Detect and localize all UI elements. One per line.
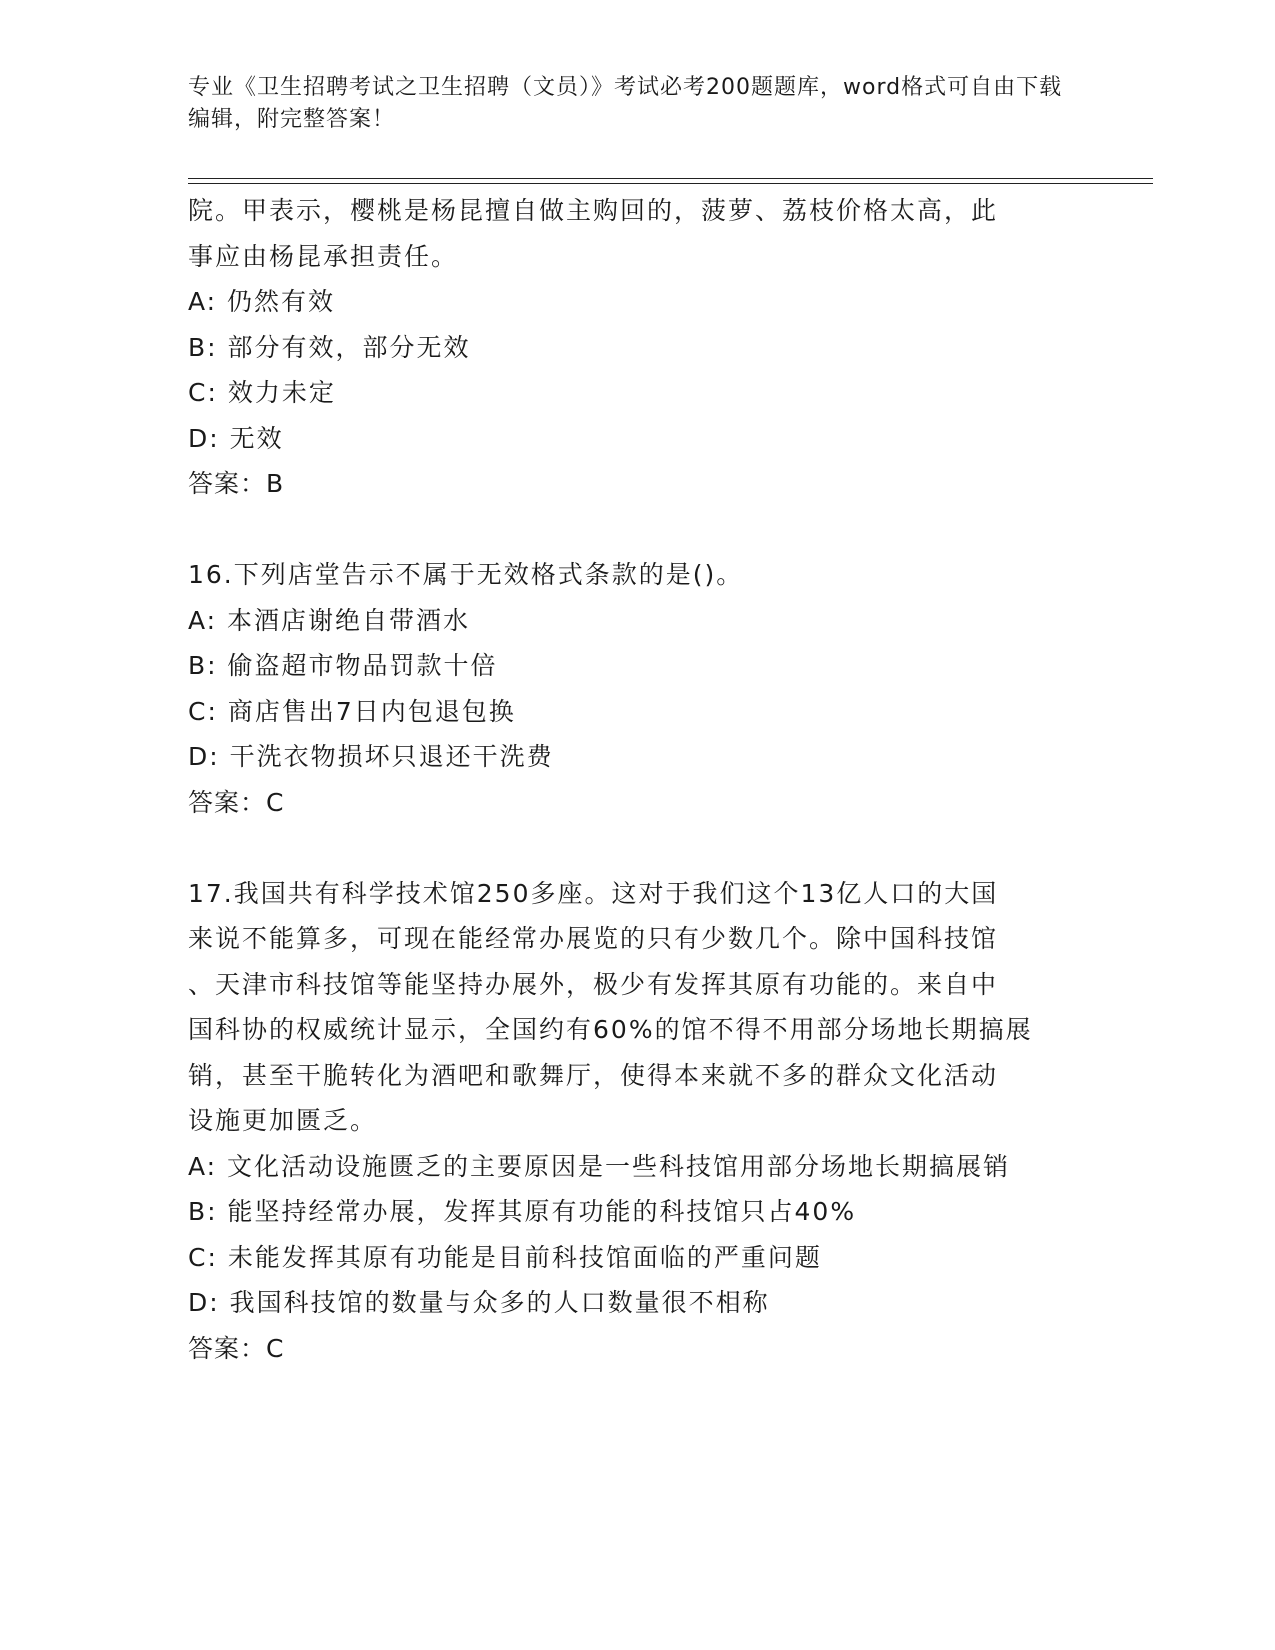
- option-c: C: 未能发挥其原有功能是目前科技馆面临的严重问题: [188, 1242, 822, 1272]
- option-b: B: 偷盗超市物品罚款十倍: [188, 651, 498, 680]
- option-c: C: 商店售出7日内包退包换: [188, 696, 516, 726]
- question-stem-line: 院。甲表示，樱桃是杨昆擅自做主购回的，菠萝、荔枝价格太高，此: [188, 196, 999, 225]
- header-rule-bottom: [188, 183, 1153, 184]
- question-stem-line: 来说不能算多，可现在能经常办展览的只有少数几个。除中国科技馆: [188, 924, 999, 953]
- question-stem-line: 销，甚至干脆转化为酒吧和歌舞厅，使得本来就不多的群众文化活动: [188, 1060, 999, 1090]
- option-a: A: 本酒店谢绝自带酒水: [188, 605, 471, 635]
- question-stem-line: 国科协的权威统计显示，全国约有60%的馆不得不用部分场地长期搞展: [188, 1015, 1033, 1044]
- option-a: A: 仍然有效: [188, 287, 336, 316]
- option-b: B: 能坚持经常办展，发挥其原有功能的科技馆只占40%: [188, 1197, 857, 1226]
- answer-line: 答案：B: [188, 469, 285, 498]
- option-c: C: 效力未定: [188, 378, 336, 407]
- question-stem-line: 、天津市科技馆等能坚持办展外，极少有发挥其原有功能的。来自中: [188, 969, 999, 999]
- question-16: [188, 552, 1088, 825]
- spacer: [188, 507, 1088, 553]
- document-body: [188, 188, 1088, 1371]
- question-stem-line: 设施更加匮乏。: [188, 1106, 378, 1135]
- answer-line: 答案：C: [188, 787, 285, 817]
- option-d: D: 干洗衣物损坏只退还干洗费: [188, 742, 554, 771]
- option-d: D: 无效: [188, 423, 284, 453]
- spacer: [188, 825, 1088, 871]
- question-17: [188, 871, 1088, 1372]
- option-b: B: 部分有效，部分无效: [188, 332, 471, 362]
- document-header: 专业《卫生招聘考试之卫生招聘（文员）》考试必考200题题库，word格式可自由下载编辑，附完整答案！: [188, 75, 1063, 132]
- option-a: A: 文化活动设施匮乏的主要原因是一些科技馆用部分场地长期搞展销: [188, 1151, 1011, 1181]
- question-stem-line: 16.下列店堂告示不属于无效格式条款的是()。: [188, 560, 744, 589]
- question-stem-line: 事应由杨昆承担责任。: [188, 241, 459, 271]
- question-stem-line: 17.我国共有科学技术馆250多座。这对于我们这个13亿人口的大国: [188, 878, 999, 908]
- question-15: [188, 188, 1088, 507]
- header-rule-top: [188, 178, 1153, 179]
- answer-line: 答案：C: [188, 1333, 285, 1363]
- option-d: D: 我国科技馆的数量与众多的人口数量很不相称: [188, 1288, 770, 1317]
